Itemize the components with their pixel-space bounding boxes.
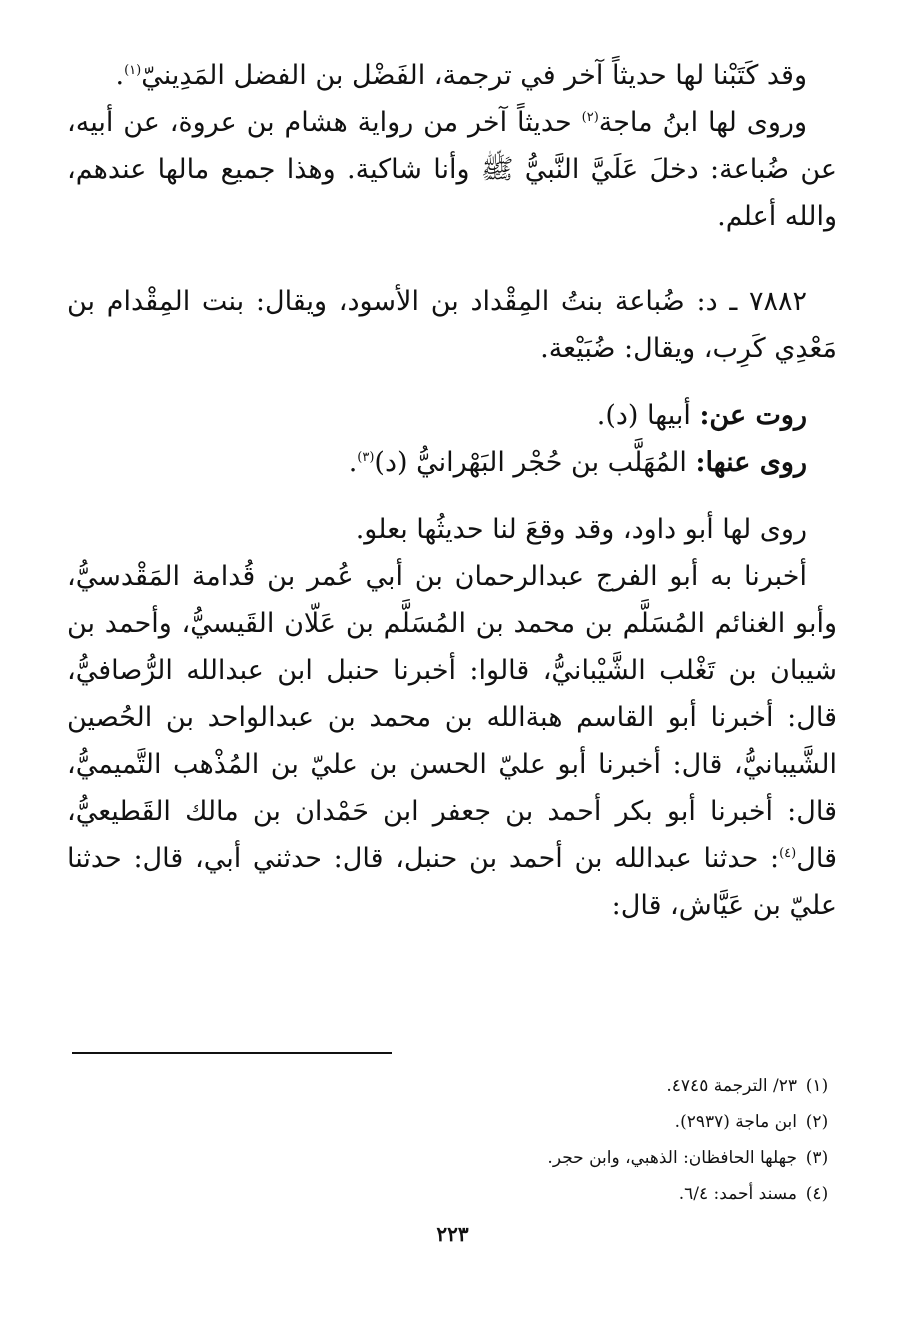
footnote-text: ٢٣/ الترجمة ٤٧٤٥.: [666, 1076, 797, 1096]
paragraph-4-text-a: أخبرنا به أبو الفرج عبدالرحمان بن أبي عُمر بن قُدامة المَقْدسيُّ، وأبو الغنائم المُسَلَّم بن محمد بن المُسَلَّم بن عَلّان القَيسيُّ، وأحمد بن شيبان بن تَغْلب الشَّيْبانيُّ، قالوا: أخبرنا حنبل ابن عبدالله الرُّصافيُّ، قال: أخبرنا أبو القاسم هبةالله بن محمد بن عبدالواحد بن الحُصين الشَّيبانيُّ، قال: أخبرنا أبو عليّ الحسن بن عليّ بن المُذْهب التَّميميُّ، قال: أخبرنا أبو بكر أحمد بن جعفر ابن حَمْدان بن مالك القَطيعيُّ، قال: [67, 561, 837, 874]
spacer: [67, 372, 837, 392]
narrated-from-label: روت عن:: [699, 400, 807, 431]
footnote-number: (٣): [805, 1148, 829, 1168]
narrated-by-text: المُهَلَّب بن حُجْر البَهْرانيُّ (د): [374, 447, 696, 478]
paragraph-1-end: .: [115, 60, 125, 91]
footnote-3: [67, 1140, 837, 1176]
footnote-2: [67, 1104, 837, 1140]
footnote-text: ابن ماجة (٢٩٣٧).: [674, 1112, 797, 1132]
paragraph-1-text: وقد كَتَبْنا لها حديثاً آخر في ترجمة، الفَضْل بن الفضل المَدِينيّ: [141, 60, 807, 91]
narrated-by: [67, 439, 837, 486]
footnote-separator: [72, 1052, 392, 1054]
paragraph-2: [67, 99, 837, 240]
footnotes: [67, 1068, 837, 1212]
footnote-ref-1: (١): [124, 63, 142, 78]
paragraph-4-text-b: : حدثنا عبدالله بن أحمد بن حنبل، قال: حدثني أبي، قال: حدثنا عليّ بن عَيَّاش، قال:: [67, 843, 837, 921]
entry-heading: ٧٨٨٢ ـ د: ضُباعة بنتُ المِقْداد بن الأسود، ويقال: بنت المِقْدام بن مَعْدِي كَرِب، ويقال: ضُبَيْعة.: [67, 286, 837, 364]
footnote-number: (٤): [805, 1184, 829, 1204]
footnote-number: (٢): [805, 1112, 829, 1132]
page-number: ٢٢٣: [436, 1222, 469, 1246]
narrated-from-text: أبيها (د).: [596, 400, 700, 431]
paragraph-2-text-b: حديثاً آخر من رواية هشام بن عروة، عن أبيه، عن ضُباعة: دخلَ عَلَيَّ النَّبيُّ ﷺ وأنا شاكية. وهذا جميع مالها عندهم، والله أعلم.: [67, 107, 837, 232]
footnote-ref-4: (٤): [779, 846, 797, 861]
spacer: [67, 240, 837, 278]
footnote-number: (١): [805, 1076, 829, 1096]
footnote-ref-3: (٣): [357, 450, 375, 465]
narrated-by-label: روى عنها:: [695, 447, 807, 478]
footnote-text: مسند أحمد: ٦/٤.: [678, 1184, 797, 1204]
footnote-ref-2: (٢): [581, 110, 599, 125]
paragraph-4: [67, 553, 837, 929]
spacer: [67, 486, 837, 506]
main-text: [67, 52, 837, 929]
footnote-4: [67, 1176, 837, 1212]
paragraph-2-text-a: وروى لها ابنُ ماجة: [598, 107, 807, 138]
narrated-by-end: .: [348, 447, 358, 478]
narrated-from: [67, 392, 837, 439]
paragraph-1: [67, 52, 837, 99]
footnote-text: جهلها الحافظان: الذهبي، وابن حجر.: [547, 1148, 797, 1168]
footnote-1: [67, 1068, 837, 1104]
paragraph-3: روى لها أبو داود، وقد وقعَ لنا حديثُها بعلو.: [355, 514, 807, 545]
narrators-block: [67, 392, 837, 486]
